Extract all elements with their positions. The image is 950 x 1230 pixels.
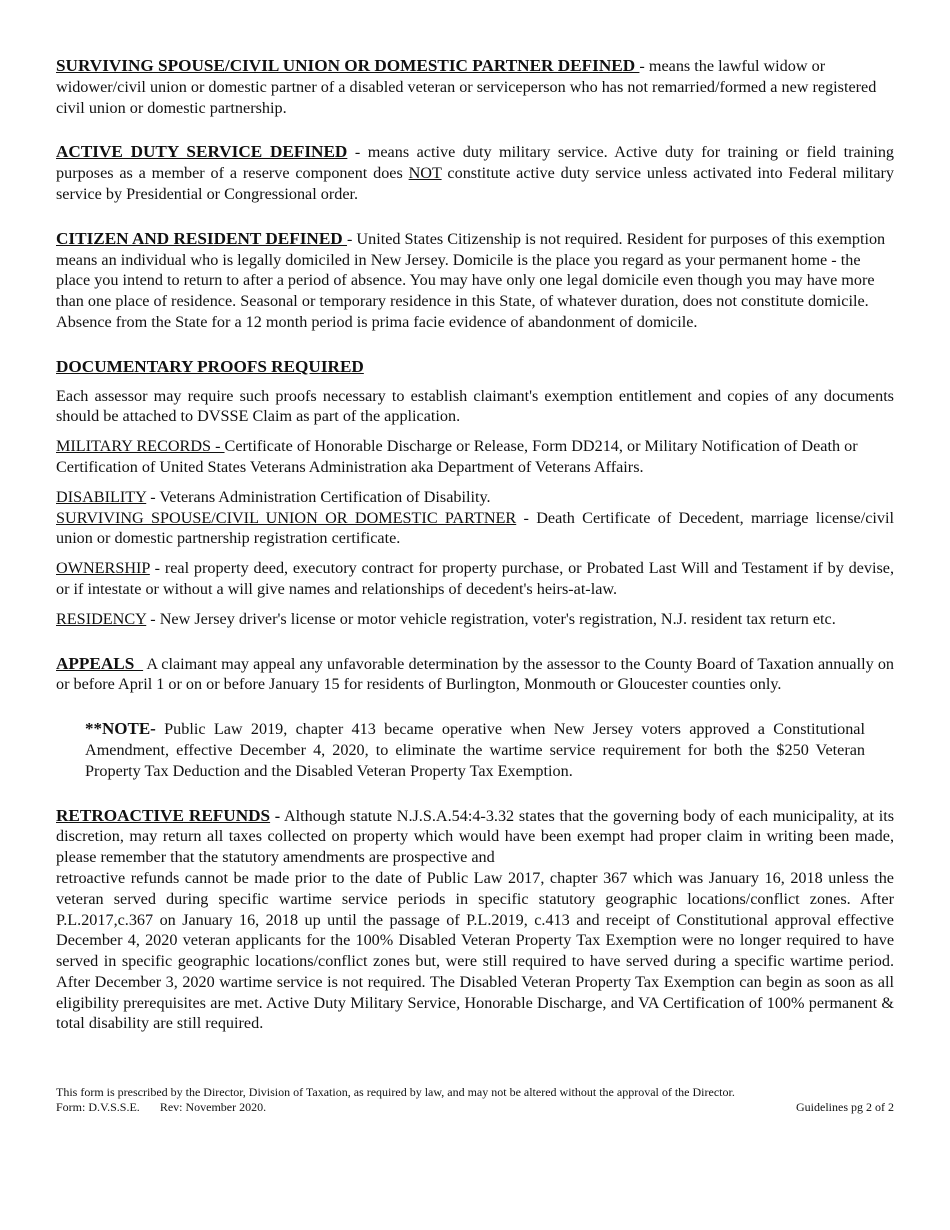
disability-text: - Veterans Administration Certification of Disability. [146,487,491,506]
note-label: **NOTE- [85,719,156,739]
surviving-spouse-proof-label: SURVIVING SPOUSE/CIVIL UNION OR DOMESTIC PARTNER [56,508,517,527]
proof-ownership [56,558,894,600]
proof-residency [56,609,894,630]
citizen-resident-heading: CITIZEN AND RESIDENT DEFINED [56,228,347,248]
footer-page-number: Guidelines pg 2 of 2 [796,1099,894,1114]
military-records-text: Certificate of Honorable Discharge or Release, Form DD214, or Military Notification of Death or Certification of United States Veterans Administration aka Department of Veterans Affairs. [56,437,858,476]
retroactive-refunds-continuation: retroactive refunds cannot be made prior to the date of Public Law 2017, chapter 367 which was January 16, 2018 unless the veteran served during specific wartime service periods in specific statutory geographic locations/conflict zones. After P.L.2017,c.367 on January 16, 2018 up until the passage of P.L.2019, c.413 and receipt of Constitutional approval effective December 4, 2020 veteran applicants for the 100% Disabled Veteran Property Tax Exemption were no longer required to have served in specific geographic locations/conflict zones but, were still required to have served during a specific wartime period. After December 3, 2020 wartime service is not required. The Disabled Veteran Property Tax Exemption can begin as soon as all eligibility prerequisites are met. Active Duty Military Service, Honorable Discharge, and VA Certification of 100% permanent & total disability are still required. [56,868,894,1033]
proof-surviving-spouse [56,508,894,550]
citizen-resident-definition [56,229,894,333]
retroactive-refunds-heading: RETROACTIVE REFUNDS [56,805,271,825]
surviving-spouse-text: - means the lawful widow or widower/civil union or domestic partner of a disabled veteran or serviceperson who has not remarried/formed a new registered civil union or domestic partnership. [56,57,877,117]
citizen-resident-text: - United States Citizenship is not required. Resident for purposes of this exemption means an individual who is legally domiciled in New Jersey. Domicile is the place you regard as your permanent home - the place you intend to return to after a period of absence. You may have only one legal domicile even though you may have more than one place of residence. Seasonal or temporary residence in this State, of whatever duration, does not constitute domicile. Absence from the State for a 12 month period is prima facie evidence of abandonment of domicile. [56,229,886,331]
ownership-text: - real property deed, executory contract for property purchase, or Probated Last Will and Testament if by devise, or if intestate or without a will give names and relationships of decedent's heirs-at-law. [56,559,894,598]
retroactive-refunds-section [56,806,894,868]
ownership-label: OWNERSHIP [56,559,150,578]
active-duty-text-2: constitute active duty service unless activated into Federal military service by Presidential or Congressional order. [56,164,894,203]
proof-disability [56,487,894,508]
proof-military-records [56,436,894,478]
form-footer [56,1085,894,1114]
appeals-text: A claimant may appeal any unfavorable determination by the assessor to the County Board of Taxation annually on or before April 1 or on or before January 15 for residents of Burlington, Monmouth or Gloucester counties only. [56,654,895,694]
residency-text: - New Jersey driver's license or motor vehicle registration, voter's registration, N.J. resident tax return etc. [146,609,836,628]
surviving-spouse-proof-text: - Death Certificate of Decedent, marriage license/civil union or domestic partnership registration certificate. [56,508,895,548]
footer-revision: Rev: November 2020. [159,1099,267,1114]
documentary-proofs-intro: Each assessor may require such proofs necessary to establish claimant's exemption entitlement and copies of any documents should be attached to DVSSE Claim as part of the application. [56,386,894,426]
footer-form-number: Form: D.V.S.S.E. [56,1099,140,1114]
retroactive-refunds-text-1: Although statute N.J.S.A.54:4-3.32 states that the governing body of each municipality, at its discretion, may return all taxes collected on property which would have been exempt had proper claim in writing been made, please remember that the statutory amendments are prospective and [56,806,894,867]
surviving-spouse-heading: SURVIVING SPOUSE/CIVIL UNION OR DOMESTIC PARTNER DEFINED [56,56,640,75]
active-duty-definition [56,142,894,204]
active-duty-text-1: - means active duty military service. Active duty for training or field training purposes as a member of a reserve component does [56,143,895,183]
residency-label: RESIDENCY [56,609,147,628]
appeals-section [56,654,894,696]
document-body [56,56,894,1034]
footer-notice: This form is prescribed by the Director, Division of Taxation, as required by law, and may not be altered without the approval of the Director. [56,1085,735,1099]
active-duty-emphasis: NOT [408,164,442,183]
appeals-heading: APPEALS [56,653,144,673]
constitutional-amendment-note [85,719,865,781]
retroactive-refunds-dash: - [270,806,281,825]
disability-label: DISABILITY [56,487,147,506]
military-records-label: MILITARY RECORDS - [56,437,225,456]
surviving-spouse-definition [56,56,894,118]
active-duty-heading: ACTIVE DUTY SERVICE DEFINED [56,142,348,162]
note-text: Public Law 2019, chapter 413 became operative when New Jersey voters approved a Constitutional Amendment, effective December 4, 2020, to eliminate the wartime service requirement for both the $250 Veteran Property Tax Deduction and the Disabled Veteran Property Tax Exemption. [85,720,865,780]
documentary-proofs-heading: DOCUMENTARY PROOFS REQUIRED [56,356,364,376]
